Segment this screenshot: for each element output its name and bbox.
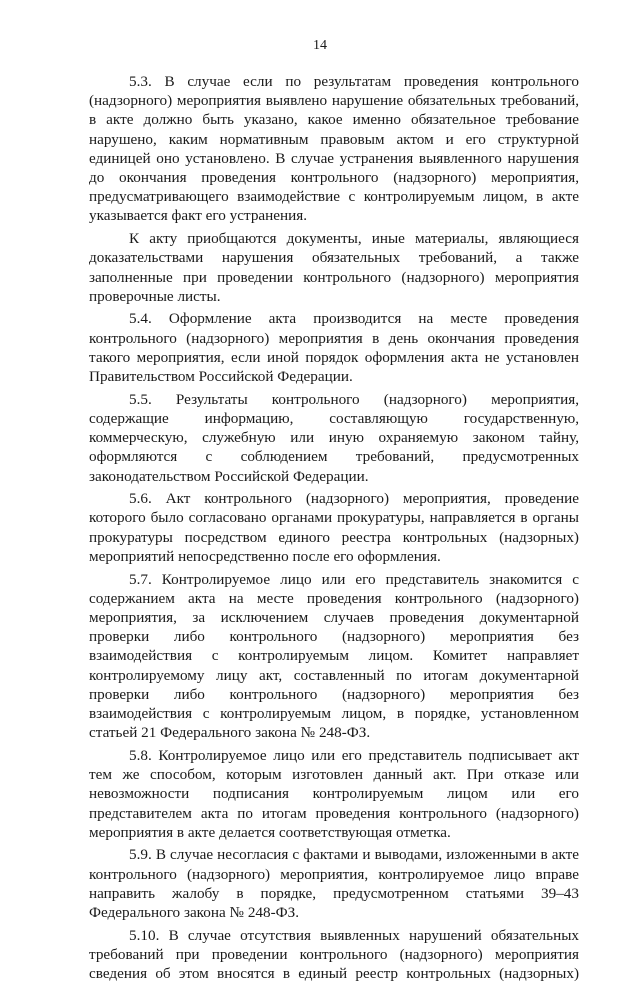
page-number: 14 — [313, 38, 327, 53]
document-body — [89, 72, 579, 983]
paragraph-5-3: 5.3. В случае если по результатам проведения контрольного (надзорного) мероприятия выявлено нарушение обязательных требований, в акте должно быть указано, какое именно обязательное требование нарушено, каким нормативным правовым актом и его структурной единицей оно установлено. В случае устранения выявленного нарушения до окончания проведения контрольного (надзорного) мероприятия, предусматривающего взаимодействие с контролируемым лицом, в акте указывается факт его устранения. — [89, 73, 579, 225]
paragraph-5-4: 5.4. Оформление акта производится на месте проведения контрольного (надзорного) мероприятия в день окончания проведения такого мероприятия, если иной порядок оформления акта не установлен Правительством Российской Федерации. — [89, 310, 579, 386]
paragraph-5-8: 5.8. Контролируемое лицо или его представитель подписывает акт тем же способом, которым изготовлен данный акт. При отказе или невозможности подписания контролируемым лицом или его представителем акта по итогам проведения контрольного (надзорного) мероприятия в акте делается соответствующая отметка. — [89, 746, 579, 841]
paragraph-5-10: 5.10. В случае отсутствия выявленных нарушений обязательных требований при проведении контрольного (надзорного) мероприятия сведения об этом вносятся в единый реестр контрольных (надзорных) — [89, 926, 579, 983]
paragraph-attachments: К акту приобщаются документы, иные материалы, являющиеся доказательствами нарушения обязательных требований, а также заполненные при проведении контрольного (надзорного) мероприятия проверочные листы. — [89, 230, 579, 305]
paragraph-5-6: 5.6. Акт контрольного (надзорного) мероприятия, проведение которого было согласовано органами прокуратуры, направляется в органы прокуратуры посредством единого реестра контрольных (надзорных) мероприятий непосредственно после его оформления. — [89, 490, 579, 565]
paragraph-5-5: 5.5. Результаты контрольного (надзорного) мероприятия, содержащие информацию, составляющую государственную, коммерческую, служебную или иную охраняемую законом тайну, оформляются с соблюдением требований, предусмотренных законодательством Российской Федерации. — [89, 390, 579, 485]
paragraph-5-7: 5.7. Контролируемое лицо или его представитель знакомится с содержанием акта на месте проведения контрольного (надзорного) мероприятия, за исключением случаев проведения документарной проверки либо контрольного (надзорного) мероприятия без взаимодействия с контролируемым лицом. Комитет направляет контролируемому лицу акт, составленный по итогам документарной проверки либо контрольного (надзорного) мероприятия без взаимодействия с контролируемым лицом, в порядке, установленном статьей 21 Федерального закона № 248-ФЗ. — [89, 570, 579, 742]
paragraph-5-9: 5.9. В случае несогласия с фактами и выводами, изложенными в акте контрольного (надзорного) мероприятия, контролируемое лицо вправе направить жалобу в порядке, предусмотренном статьями 39–43 Федерального закона № 248-ФЗ. — [89, 846, 579, 922]
